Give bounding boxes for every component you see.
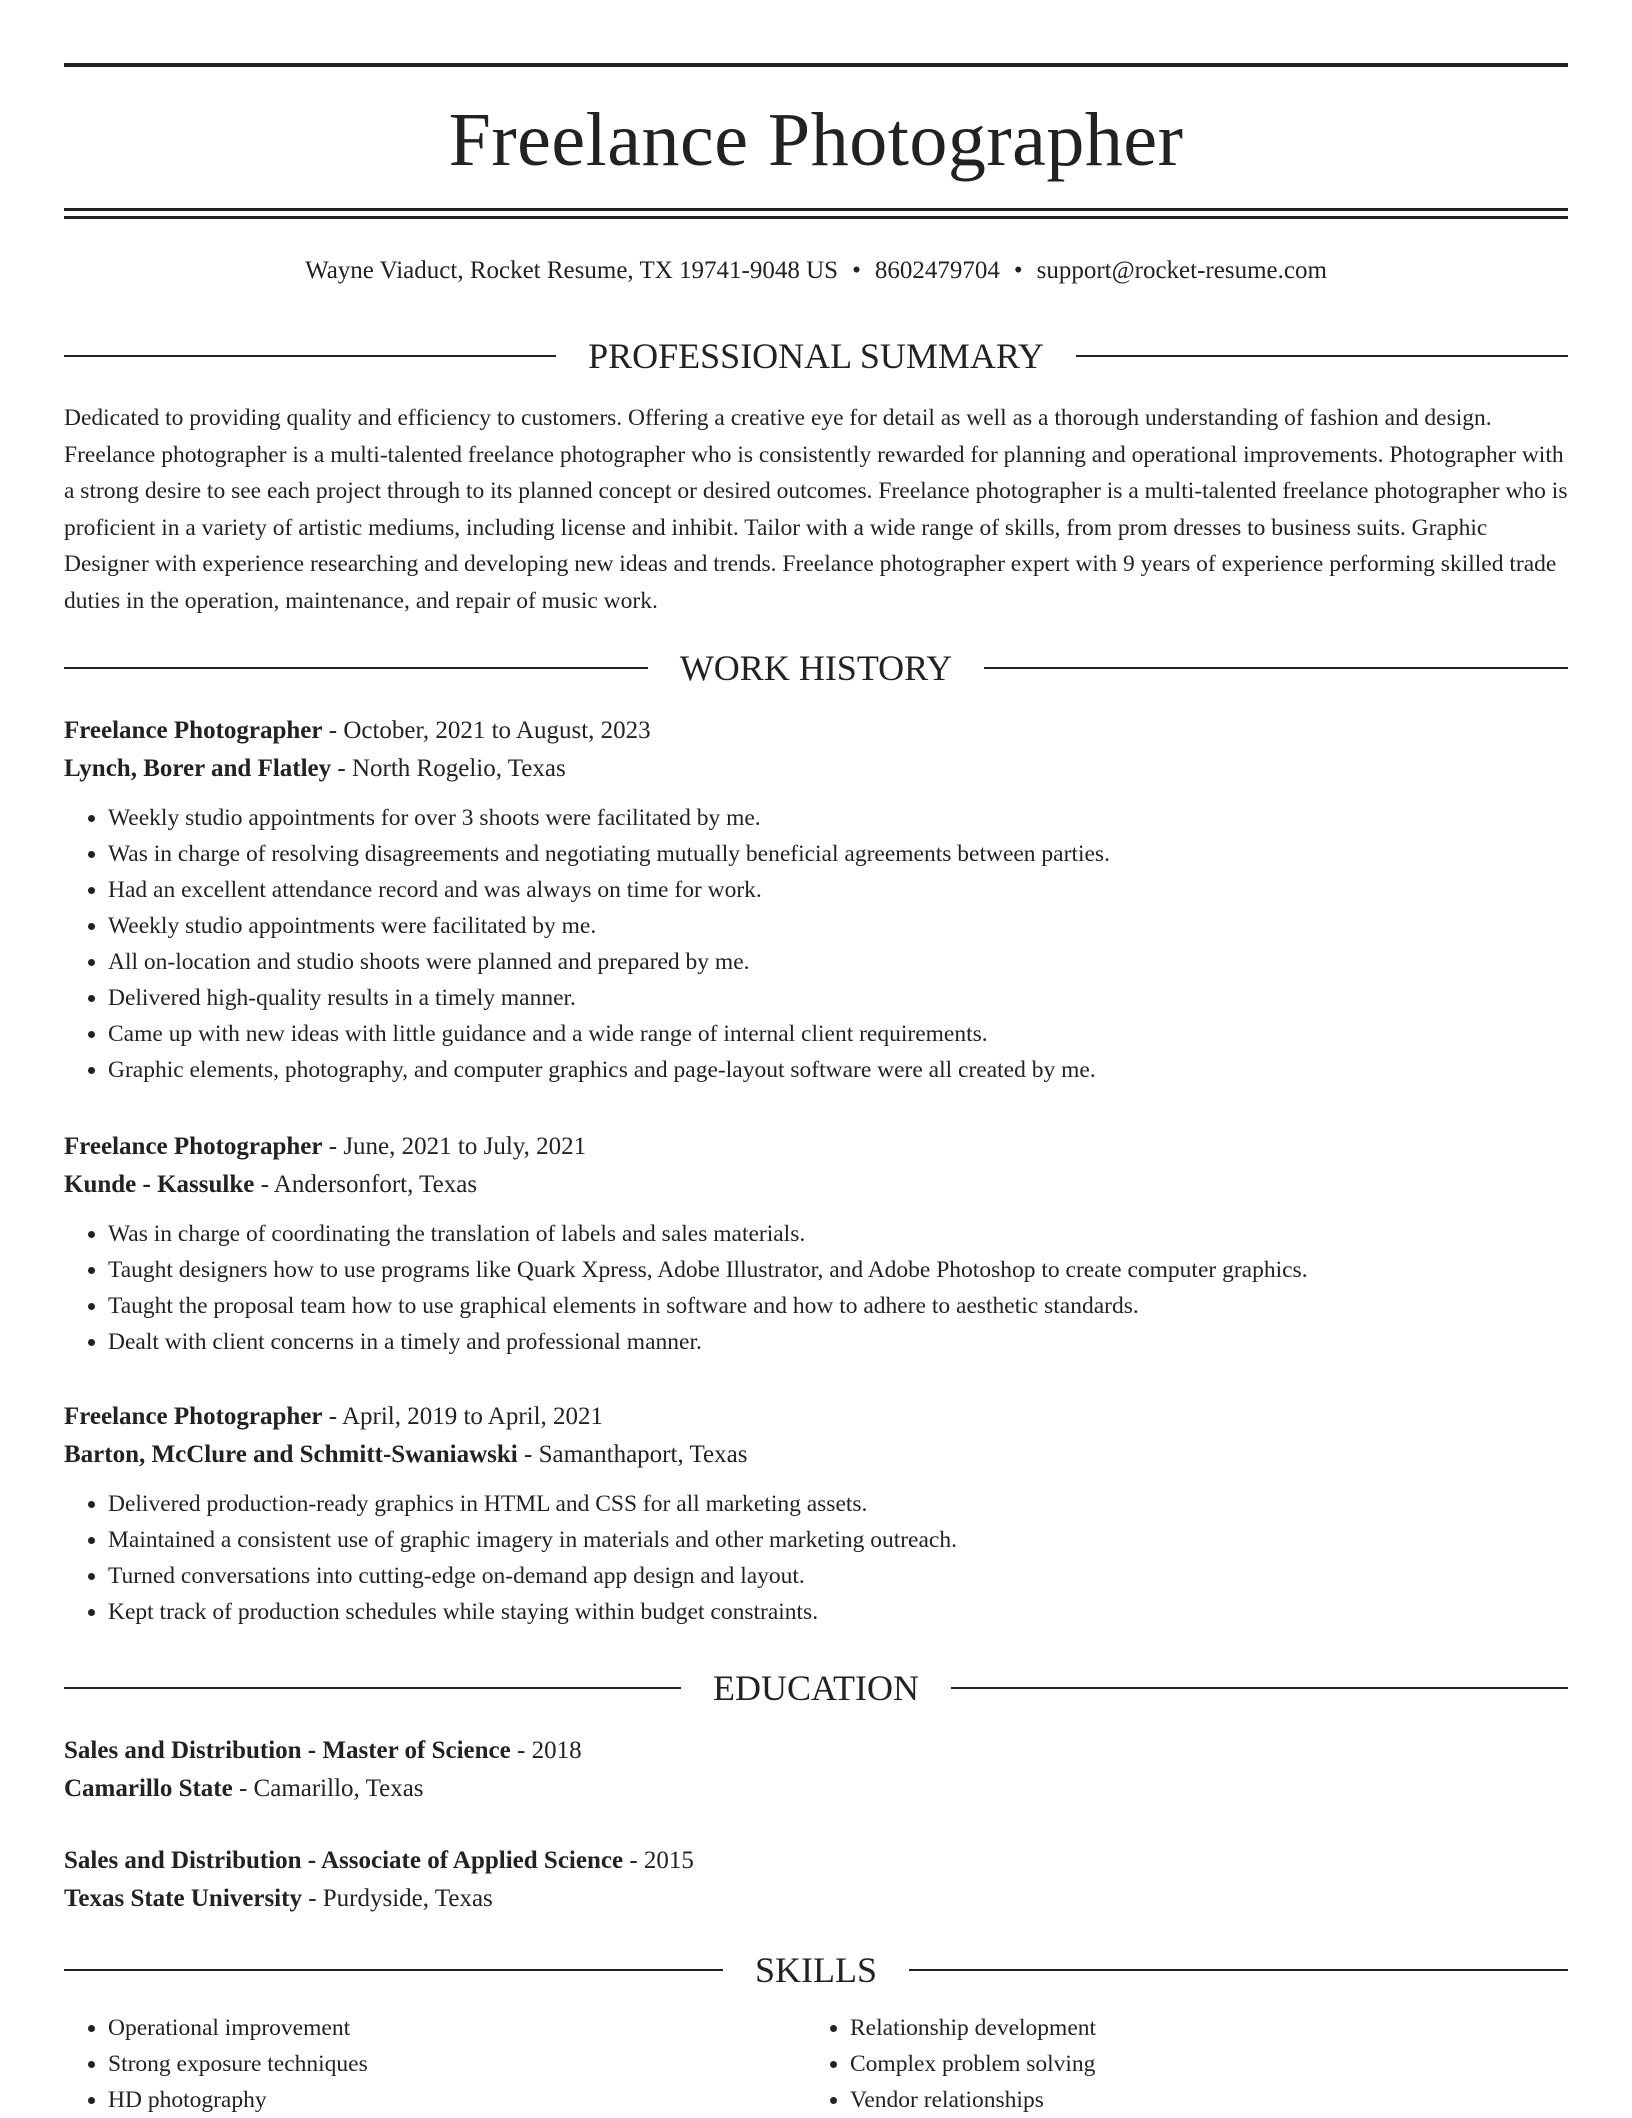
- section-title-education: EDUCATION: [713, 1668, 919, 1708]
- skill-item: • Complex problem solving: [850, 2046, 1548, 2082]
- education-school-line: [64, 1880, 1568, 1918]
- contact-line: [64, 254, 1568, 288]
- header-double-rule-lower: [64, 216, 1568, 219]
- job-bullet: • Had an excellent attendance record and was always on time for work.: [108, 872, 1568, 908]
- education-degree-line: [64, 1842, 1568, 1880]
- section-rule-right: [951, 1687, 1568, 1689]
- section-header-summary: [64, 334, 1568, 378]
- job-bullet: • Turned conversations into cutting-edge on-demand app design and layout.: [108, 1558, 1568, 1594]
- job-company: Lynch, Borer and Flatley: [64, 755, 332, 782]
- job-bullet: • Taught designers how to use programs like Quark Xpress, Adobe Illustrator, and Adobe Photoshop to create computer graphics.: [108, 1252, 1568, 1288]
- education-degree: Sales and Distribution - Associate of Applied Science: [64, 1847, 624, 1874]
- education-location: - Camarillo, Texas: [232, 1775, 424, 1802]
- job-location: - Samanthaport, Texas: [517, 1441, 748, 1468]
- education-school-line: [64, 1770, 1568, 1808]
- contact-email: support@rocket-resume.com: [1036, 257, 1327, 284]
- skills-list: [64, 2010, 1568, 2118]
- education-year: - 2015: [623, 1847, 694, 1874]
- job-company: Kunde - Kassulke: [64, 1171, 255, 1198]
- job-location: - North Rogelio, Texas: [331, 755, 566, 782]
- job-bullet: • Taught the proposal team how to use graphical elements in software and how to adhere to aesthetic standards.: [108, 1288, 1568, 1324]
- job-location: - Andersonfort, Texas: [254, 1171, 478, 1198]
- section-rule-right: [984, 667, 1568, 669]
- job-role: Freelance Photographer: [64, 1403, 323, 1430]
- contact-phone: 8602479704: [874, 257, 1000, 284]
- skill-item: • Relationship development: [850, 2010, 1548, 2046]
- education-location: - Purdyside, Texas: [301, 1885, 493, 1912]
- header-top-rule: [64, 63, 1568, 67]
- job-dates: - June, 2021 to July, 2021: [322, 1133, 587, 1160]
- section-rule-left: [64, 355, 556, 357]
- job-dates: - October, 2021 to August, 2023: [322, 717, 651, 744]
- candidate-name: Freelance Photographer: [448, 98, 1184, 182]
- contact-separator: •: [1013, 257, 1023, 284]
- education-degree-line: [64, 1732, 1568, 1770]
- section-rule-right: [909, 1969, 1568, 1971]
- job-dates: - April, 2019 to April, 2021: [322, 1403, 604, 1430]
- section-title-skills: SKILLS: [755, 1950, 878, 1990]
- job-bullet: • Delivered high-quality results in a timely manner.: [108, 980, 1568, 1016]
- job-company-line: [64, 750, 1568, 788]
- job-bullet: • Was in charge of resolving disagreements and negotiating mutually beneficial agreements between parties.: [108, 836, 1568, 872]
- skill-item: • Vendor relationships: [850, 2082, 1548, 2118]
- education-entry: [64, 1842, 1568, 1918]
- job-bullet: • Delivered production-ready graphics in HTML and CSS for all marketing assets.: [108, 1486, 1568, 1522]
- section-rule-left: [64, 667, 648, 669]
- job-bullet: • All on-location and studio shoots were planned and prepared by me.: [108, 944, 1568, 980]
- skill-item: • Strong exposure techniques: [108, 2046, 806, 2082]
- job-role: Freelance Photographer: [64, 717, 323, 744]
- job-title-line: [64, 712, 1568, 750]
- section-rule-left: [64, 1687, 681, 1689]
- skills-column-left: [64, 2010, 806, 2118]
- header-double-rule-upper: [64, 208, 1568, 211]
- job-bullets: [64, 1486, 1568, 1630]
- education-school: Texas State University: [64, 1885, 302, 1912]
- education-year: - 2018: [510, 1737, 582, 1764]
- section-title-summary: PROFESSIONAL SUMMARY: [588, 336, 1044, 376]
- job-entry: [64, 712, 1568, 1088]
- section-header-education: [64, 1666, 1568, 1710]
- skill-item: • HD photography: [108, 2082, 806, 2118]
- section-header-skills: [64, 1948, 1568, 1992]
- job-entry: [64, 1398, 1568, 1630]
- job-bullet: • Weekly studio appointments were facilitated by me.: [108, 908, 1568, 944]
- education-degree: Sales and Distribution - Master of Science: [64, 1737, 511, 1764]
- job-bullet: • Graphic elements, photography, and computer graphics and page-layout software were all created by me.: [108, 1052, 1568, 1088]
- section-rule-right: [1076, 355, 1568, 357]
- job-bullet: • Dealt with client concerns in a timely and professional manner.: [108, 1324, 1568, 1360]
- job-bullets: [64, 1216, 1568, 1360]
- job-bullet: • Came up with new ideas with little guidance and a wide range of internal client requirements.: [108, 1016, 1568, 1052]
- job-company-line: [64, 1436, 1568, 1474]
- summary-text: Dedicated to providing quality and efficiency to customers. Offering a creative eye for detail as well as a thorough understanding of fashion and design. Freelance photographer is a multi-talented freelance photographer who is consistently rewarded for planning and operational improvements. Photographer with a strong desire to see each project through to its planned concept or desired outcomes. Freelance photographer is a multi-talented freelance photographer who is proficient in a variety of artistic mediums, including license and inhibit. Tailor with a wide range of skills, from prom dresses to business suits. Graphic Designer with experience researching and developing new ideas and trends. Freelance photographer expert with 9 years of experience performing skilled trade duties in the operation, maintenance, and repair of music work.: [64, 405, 1568, 614]
- job-bullet: • Kept track of production schedules while staying within budget constraints.: [108, 1594, 1568, 1630]
- job-bullets: [64, 800, 1568, 1088]
- job-role: Freelance Photographer: [64, 1133, 323, 1160]
- job-title-line: [64, 1128, 1568, 1166]
- skill-item: • Operational improvement: [108, 2010, 806, 2046]
- job-entry: [64, 1128, 1568, 1360]
- section-title-work-history: WORK HISTORY: [679, 648, 953, 688]
- section-header-work-history: [64, 646, 1568, 690]
- job-company: Barton, McClure and Schmitt-Swaniawski: [64, 1441, 518, 1468]
- contact-separator: •: [852, 257, 861, 284]
- job-title-line: [64, 1398, 1568, 1436]
- job-bullet: • Was in charge of coordinating the translation of labels and sales materials.: [108, 1216, 1568, 1252]
- job-bullet: • Weekly studio appointments for over 3 shoots were facilitated by me.: [108, 800, 1568, 836]
- job-bullet: • Maintained a consistent use of graphic imagery in materials and other marketing outreach.: [108, 1522, 1568, 1558]
- section-rule-left: [64, 1969, 723, 1971]
- skills-column-right: [806, 2010, 1548, 2118]
- contact-address: Wayne Viaduct, Rocket Resume, TX 19741-9048 US: [305, 257, 839, 284]
- education-entry: [64, 1732, 1568, 1808]
- education-school: Camarillo State: [64, 1775, 233, 1802]
- job-company-line: [64, 1166, 1568, 1204]
